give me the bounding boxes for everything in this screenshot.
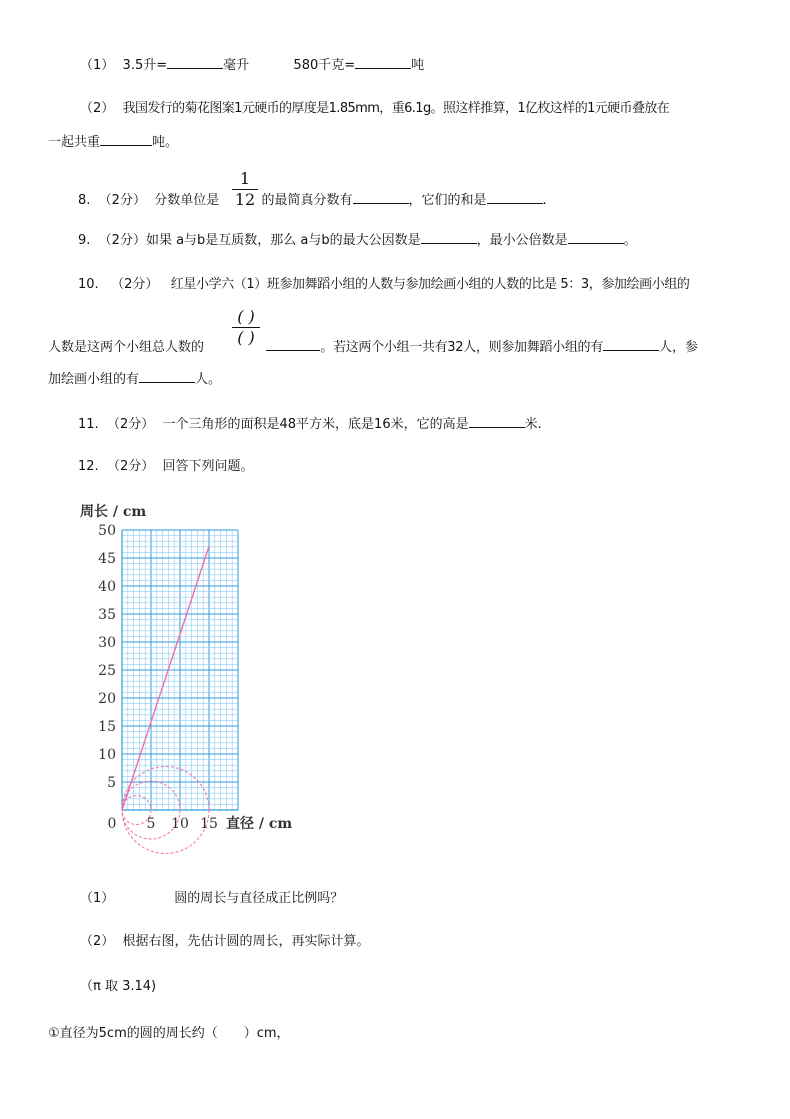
q7-part2-line2: 一起共重 吨。 bbox=[48, 131, 178, 153]
x-tick-label: 5 bbox=[146, 816, 156, 832]
fraction-one-twelfth: 1 12 bbox=[232, 170, 258, 209]
q10-line3: 加绘画小组的有 人。 bbox=[48, 368, 221, 390]
y-tick-label: 20 bbox=[98, 691, 116, 707]
q12-sub2: （2） 根据右图，先估计圆的周长，再实际计算。 bbox=[80, 934, 370, 949]
x-tick-label: 10 bbox=[171, 816, 189, 832]
q8: 8. （2分） 分数单位是 的最简真分数有 ，它们的和是 . bbox=[78, 189, 547, 211]
pi-note: （π 取 3.14) bbox=[80, 979, 157, 994]
answer-blank[interactable] bbox=[167, 54, 223, 69]
q10-line1: 10. （2分） 红星小学六（1）班参加舞蹈小组的人数与参加绘画小组的人数的比是 5：3，参加绘画小组的 bbox=[78, 277, 690, 292]
q12: 12. （2分） 回答下列问题。 bbox=[78, 459, 254, 474]
y-tick-label: 10 bbox=[98, 747, 116, 763]
q12-item1: ①直径为5cm的圆的周长约（ ）cm， bbox=[48, 1026, 290, 1041]
y-axis-label: 周长 / cm bbox=[80, 504, 147, 520]
answer-blank[interactable] bbox=[355, 54, 411, 69]
answer-blank[interactable] bbox=[487, 189, 543, 204]
x-tick-label: 0 bbox=[107, 816, 117, 832]
x-tick-label: 15 bbox=[200, 816, 218, 832]
circumference-diameter-chart bbox=[70, 500, 310, 860]
q12-sub1: （1） 圆的周长与直径成正比例吗？ bbox=[80, 891, 344, 906]
y-tick-label: 40 bbox=[98, 579, 116, 595]
answer-blank[interactable] bbox=[603, 336, 659, 351]
y-tick-label: 25 bbox=[98, 663, 116, 679]
q9: 9. （2分）如果 a与b是互质数，那么 a与b的最大公因数是 ，最小公倍数是 。 bbox=[78, 229, 637, 251]
answer-blank[interactable] bbox=[353, 189, 409, 204]
q10-line2: 人数是这两个小组总人数的 。若这两个小组一共有32人，则参加舞蹈小组的有 人，参 bbox=[48, 336, 698, 358]
y-tick-label: 15 bbox=[98, 719, 116, 735]
y-tick-label: 35 bbox=[98, 607, 116, 623]
y-tick-label: 50 bbox=[98, 523, 116, 539]
x-axis-label: 直径 / cm bbox=[226, 816, 293, 832]
answer-blank[interactable] bbox=[469, 413, 525, 428]
q11: 11. （2分） 一个三角形的面积是48平方米，底是16米，它的高是 米. bbox=[78, 413, 542, 435]
answer-blank[interactable] bbox=[100, 131, 152, 146]
q7-part1: （1） 3.5升= 毫升 580千克= 吨 bbox=[80, 54, 424, 76]
answer-blank[interactable] bbox=[266, 336, 320, 351]
y-tick-label: 5 bbox=[107, 775, 116, 791]
y-tick-label: 45 bbox=[98, 551, 116, 567]
q7-part2-line1: （2） 我国发行的菊花图案1元硬币的厚度是1.85mm，重6.1g。照这样推算，1亿枚这样的1元硬币叠放在 bbox=[80, 101, 670, 116]
answer-blank[interactable] bbox=[421, 229, 477, 244]
fraction-blank: ( ) ( ) bbox=[232, 308, 260, 347]
y-tick-label: 30 bbox=[98, 635, 116, 651]
chart-grid bbox=[122, 530, 238, 810]
answer-blank[interactable] bbox=[139, 368, 195, 383]
answer-blank[interactable] bbox=[568, 229, 624, 244]
